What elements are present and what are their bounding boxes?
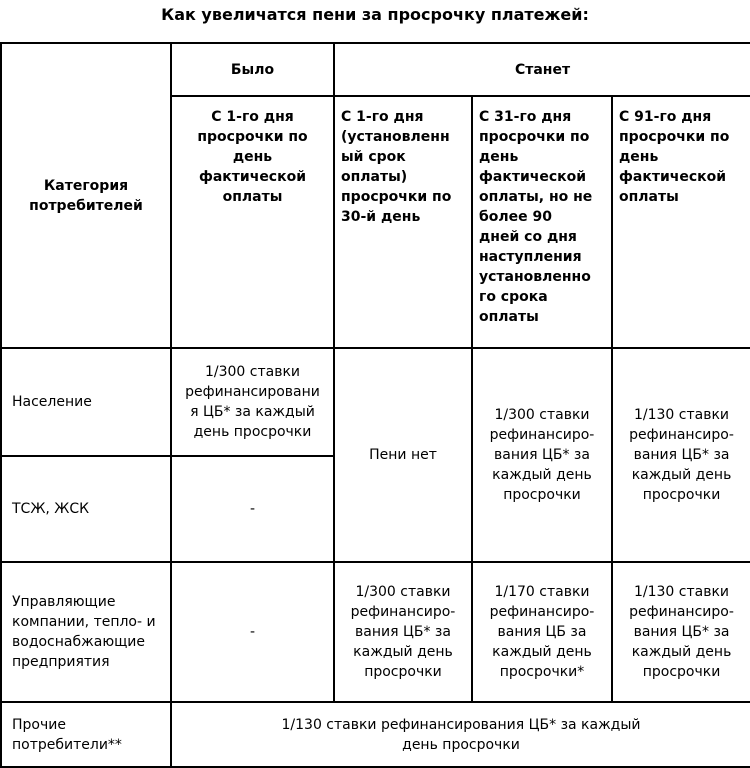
col-new-1-header: С 1-го дня (установленн ый срок оплаты) просрочки по 30-й день	[334, 96, 472, 348]
population-was-cell: 1/300 ставки рефинансировани я ЦБ* за каждый день просрочки	[171, 348, 334, 456]
col-was-header: С 1-го дня просрочки по день фактической оплаты	[171, 96, 334, 348]
category-other: Прочие потребители**	[1, 702, 171, 767]
management-col31-cell: 1/170 ставки рефинансиро- вания ЦБ за каждый день просрочки*	[472, 562, 612, 702]
no-penalty-cell: Пени нет	[334, 348, 472, 562]
category-population: Население	[1, 348, 171, 456]
table-row-population	[1, 348, 750, 456]
col-new-31-header: С 31-го дня просрочки по день фактической оплаты, но не более 90 дней со дня наступления установленно го срока оплаты	[472, 96, 612, 348]
management-was-cell: -	[171, 562, 334, 702]
was-header: Было	[171, 43, 334, 96]
shared-col31-cell: 1/300 ставки рефинансиро- вания ЦБ* за каждый день просрочки	[472, 348, 612, 562]
management-col1-cell: 1/300 ставки рефинансиро- вания ЦБ* за каждый день просрочки	[334, 562, 472, 702]
tszh-was-cell: -	[171, 456, 334, 562]
shared-col91-cell: 1/130 ставки рефинансиро- вания ЦБ* за каждый день просрочки	[612, 348, 750, 562]
col-new-91-header: С 91-го дня просрочки по день фактической оплаты	[612, 96, 750, 348]
management-col91-cell: 1/130 ставки рефинансиро- вания ЦБ* за каждый день просрочки	[612, 562, 750, 702]
other-merged-cell: 1/130 ставки рефинансирования ЦБ* за каждый день просрочки	[171, 702, 750, 767]
header-row-1	[1, 43, 750, 96]
penalty-table	[0, 42, 750, 768]
page-title: Как увеличатся пени за просрочку платежей:	[161, 5, 589, 24]
category-tszh: ТСЖ, ЖСК	[1, 456, 171, 562]
table-row-other	[1, 702, 750, 767]
category-management: Управляющие компании, тепло- и водоснабжающие предприятия	[1, 562, 171, 702]
table-row-management	[1, 562, 750, 702]
category-header: Категория потребителей	[1, 43, 171, 348]
will-be-header: Станет	[334, 43, 750, 96]
